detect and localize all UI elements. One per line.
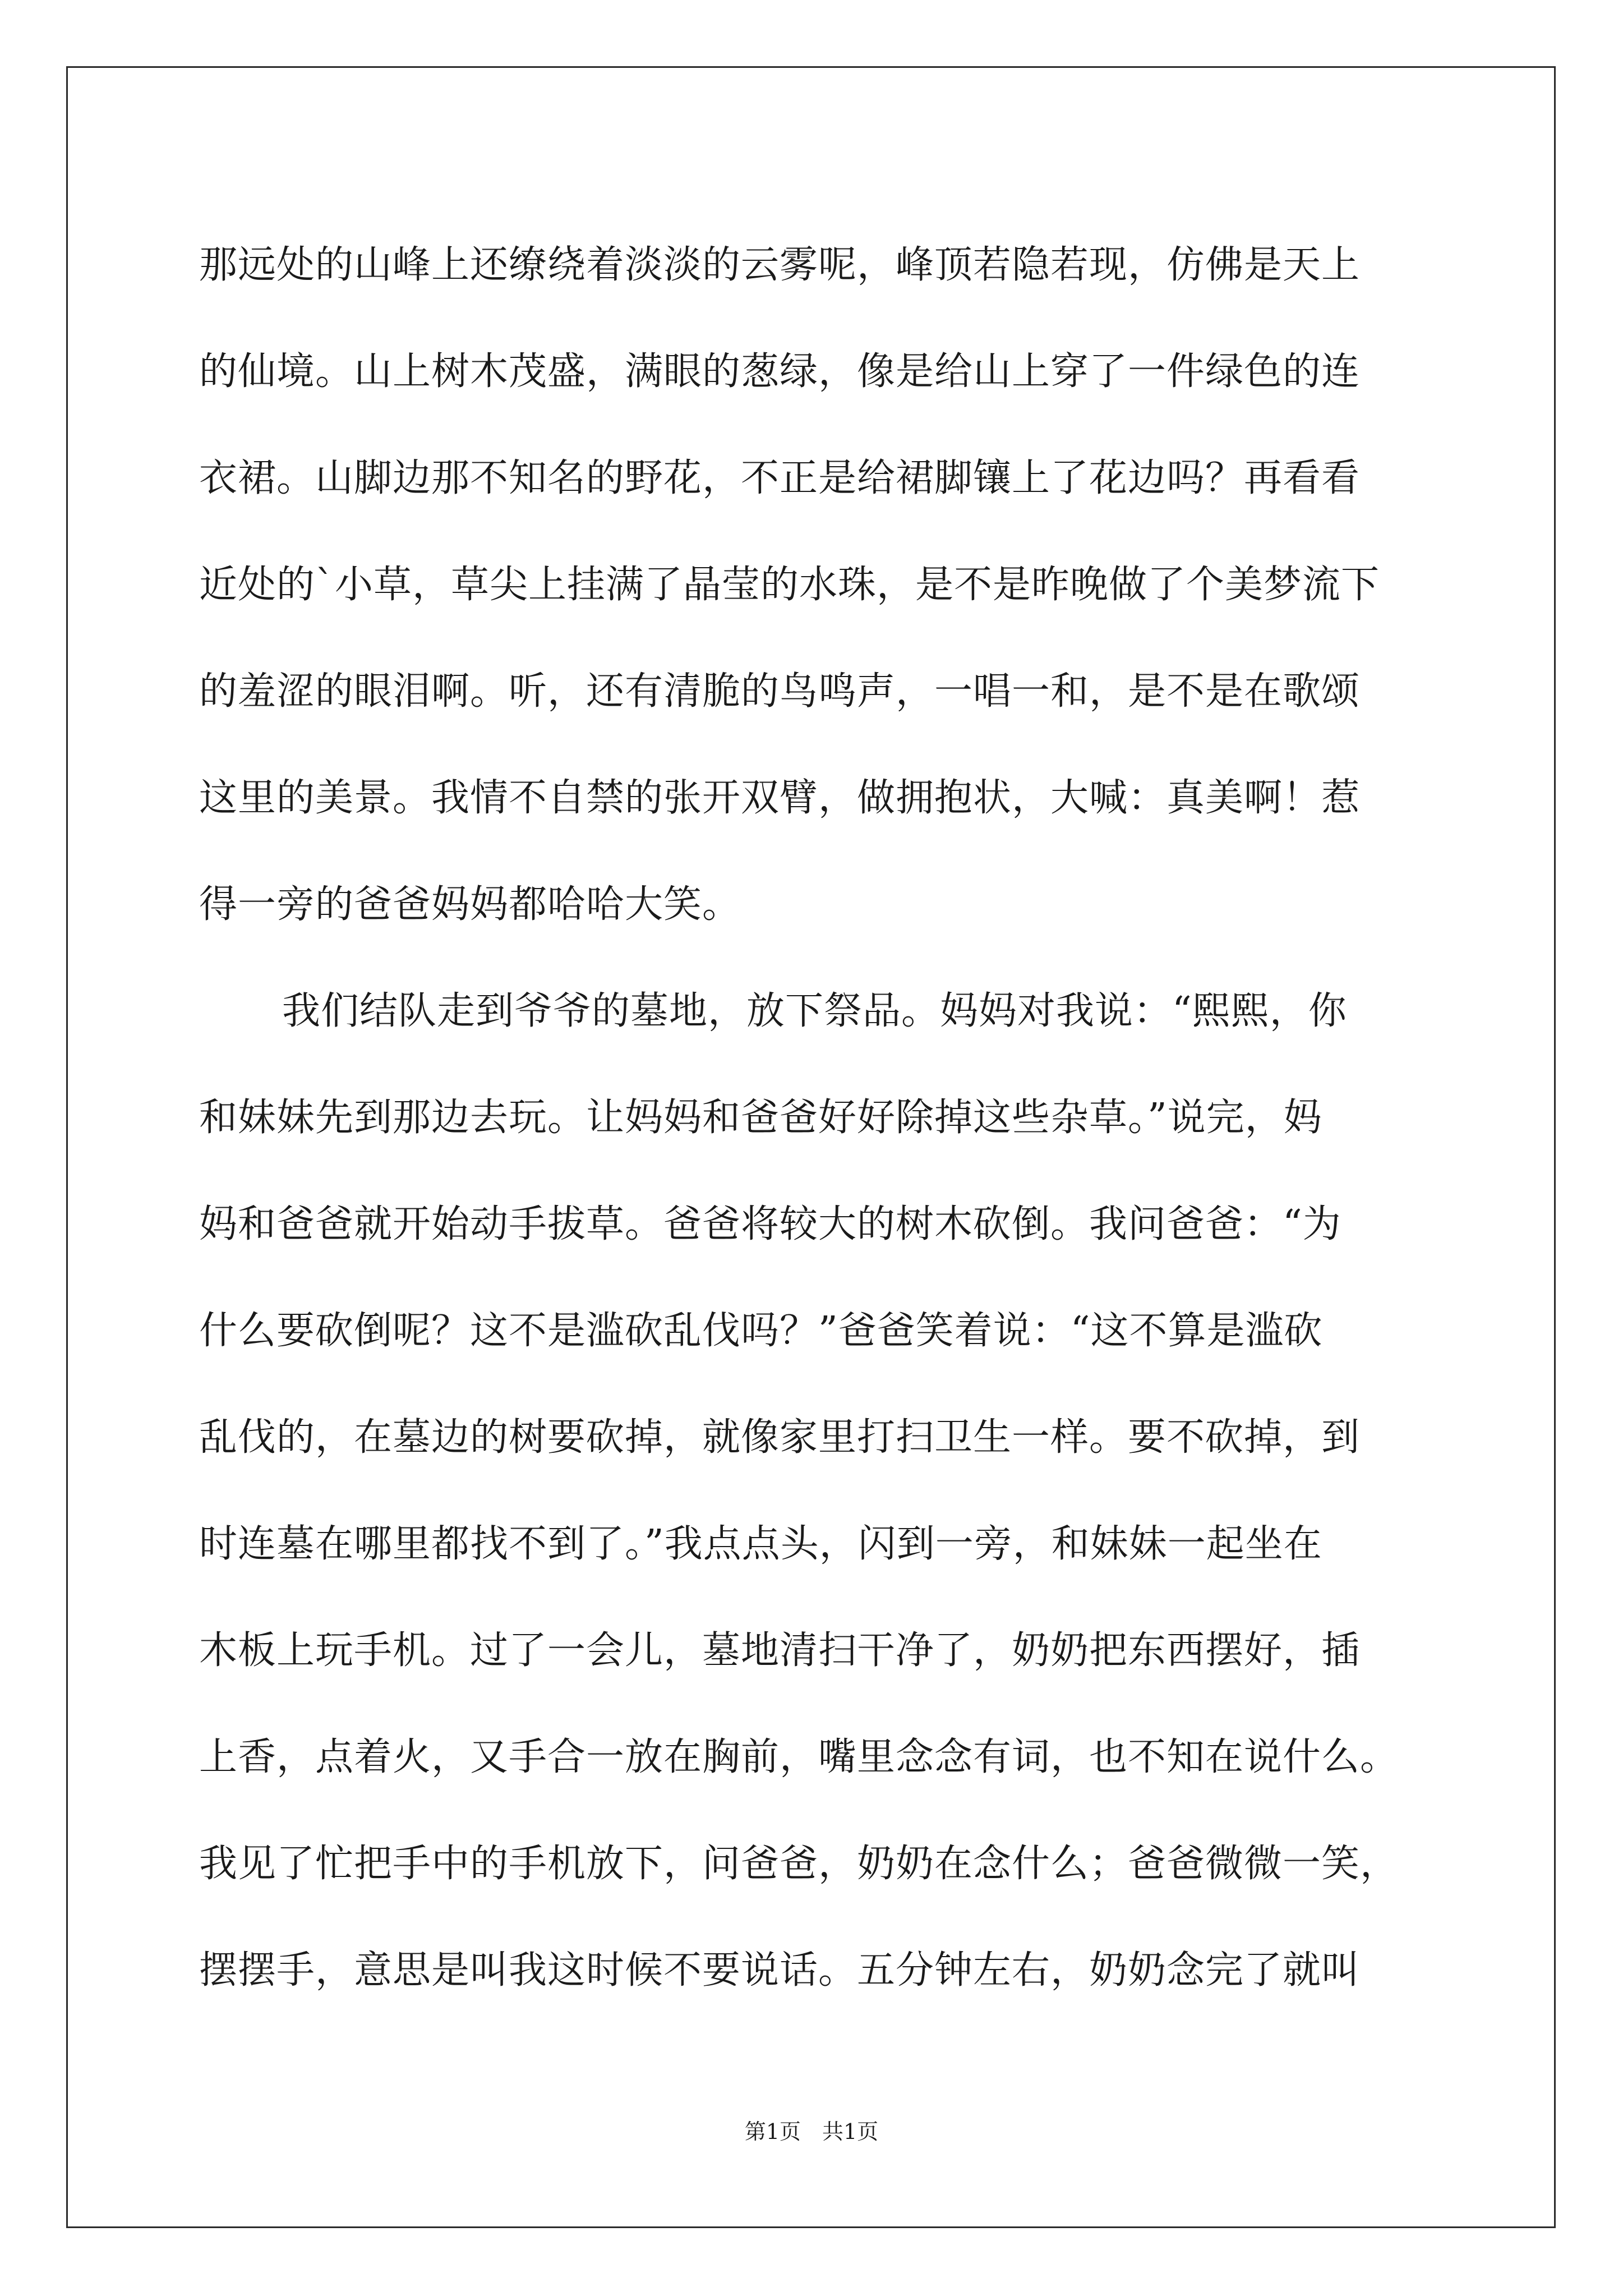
text-line: 近处的`小草，草尖上挂满了晶莹的水珠，是不是昨晚做了个美梦流下 xyxy=(199,563,1380,607)
text-line: 木板上玩手机。过了一会儿，墓地清扫干净了，奶奶把东西摆好，插 xyxy=(199,1628,1361,1673)
text-line: 摆摆手，意思是叫我这时候不要说话。五分钟左右，奶奶念完了就叫 xyxy=(199,1948,1361,1993)
text-line: 什么要砍倒呢？这不是滥砍乱伐吗？”爸爸笑着说：“这不算是滥砍 xyxy=(199,1309,1323,1353)
document-body xyxy=(199,212,1422,2024)
text-line: 的仙境。山上树木茂盛，满眼的葱绿，像是给山上穿了一件绿色的连 xyxy=(199,349,1361,394)
text-line: 妈和爸爸就开始动手拔草。爸爸将较大的树木砍倒。我问爸爸：“为 xyxy=(199,1202,1341,1246)
text-line: 乱伐的，在墓边的树要砍掉，就像家里打扫卫生一样。要不砍掉，到 xyxy=(199,1415,1361,1460)
text-line: 和妹妹先到那边去玩。让妈妈和爸爸好好除掉这些杂草。”说完，妈 xyxy=(199,1096,1322,1140)
text-line: 那远处的山峰上还缭绕着淡淡的云雾呢，峰顶若隐若现，仿佛是天上 xyxy=(199,243,1361,287)
page-footer: 第1页 共1页 xyxy=(744,2119,879,2144)
paragraph-start-line: 我们结队走到爷爷的墓地，放下祭品。妈妈对我说：“熙熙，你 xyxy=(282,989,1347,1033)
text-line: 上香，点着火，又手合一放在胸前，嘴里念念有词，也不知在说什么。 xyxy=(199,1735,1399,1779)
text-line: 得一旁的爸爸妈妈都哈哈大笑。 xyxy=(199,882,741,927)
text-line: 的羞涩的眼泪啊。听，还有清脆的鸟鸣声，一唱一和，是不是在歌颂 xyxy=(199,669,1361,714)
text-line: 我见了忙把手中的手机放下，问爸爸，奶奶在念什么；爸爸微微一笑， xyxy=(199,1842,1399,1886)
text-line: 这里的美景。我情不自禁的张开双臂，做拥抱状，大喊：真美啊！惹 xyxy=(199,776,1361,820)
text-line: 衣裙。山脚边那不知名的野花，不正是给裙脚镶上了花边吗？再看看 xyxy=(199,456,1361,500)
text-line: 时连墓在哪里都找不到了。”我点点头，闪到一旁，和妹妹一起坐在 xyxy=(199,1522,1322,1566)
